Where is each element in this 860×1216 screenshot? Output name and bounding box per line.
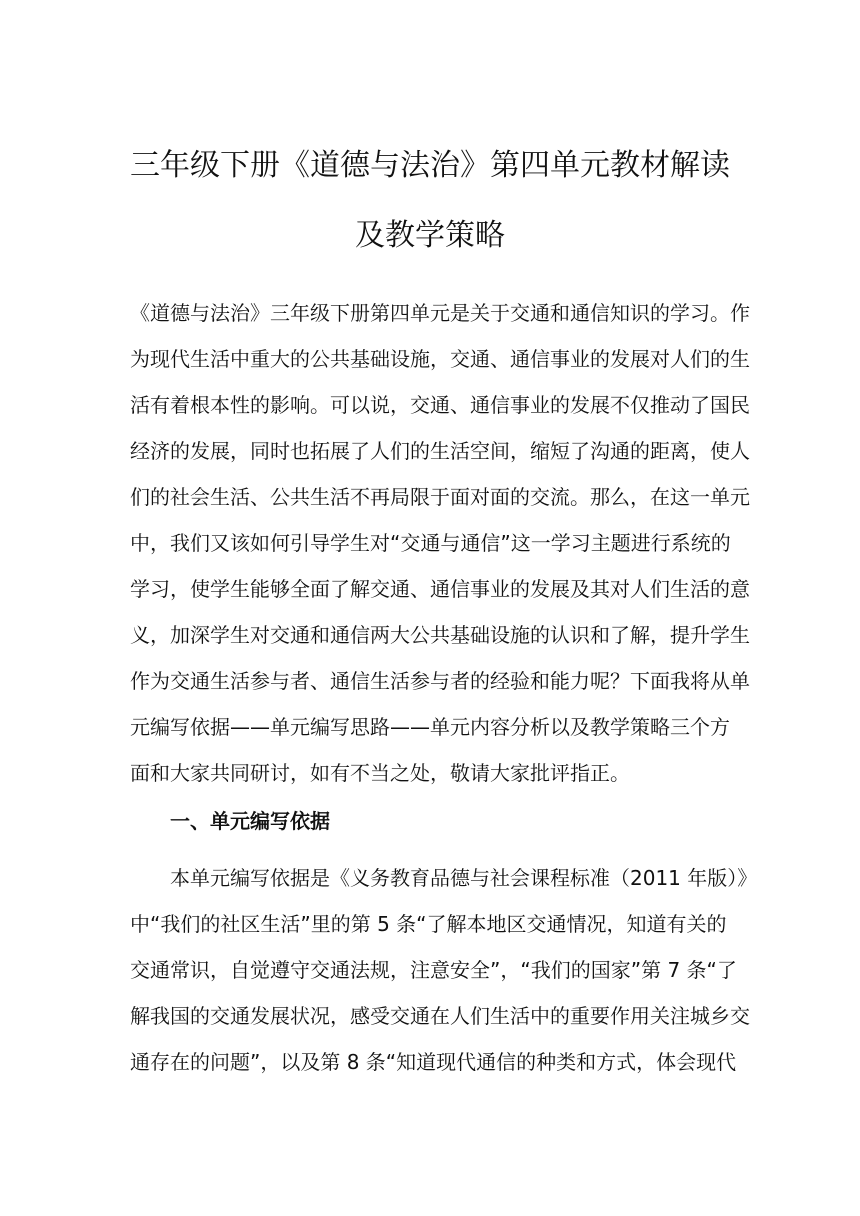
- document-title-line-2: 及教学策略: [355, 218, 505, 253]
- section-heading: 一、单元编写依据: [170, 809, 330, 833]
- intro-line: 们的社会生活、公共生活不再局限于面对面的交流。那么，在这一单元: [130, 485, 750, 509]
- section-line: 解我国的交通发展状况，感受交通在人们生活中的重要作用关注城乡交: [130, 1004, 750, 1028]
- section-line: 通存在的问题”，以及第 8 条“知道现代通信的种类和方式，体会现代: [130, 1050, 737, 1074]
- intro-line: 经济的发展，同时也拓展了人们的生活空间，缩短了沟通的距离，使人: [130, 439, 750, 463]
- intro-line: 中，我们又该如何引导学生对“交通与通信”这一学习主题进行系统的: [130, 531, 731, 555]
- section-line: 本单元编写依据是《义务教育品德与社会课程标准（2011 年版）》: [170, 866, 758, 890]
- intro-line: 义，加深学生对交通和通信两大公共基础设施的认识和了解，提升学生: [130, 623, 750, 647]
- section-line: 交通常识，自觉遵守交通法规，注意安全”，“我们的国家”第 7 条“了: [130, 958, 737, 982]
- intro-line: 活有着根本性的影响。可以说，交通、通信事业的发展不仅推动了国民: [130, 393, 750, 417]
- document-title-line-1: 三年级下册《道德与法治》第四单元教材解读: [130, 148, 730, 183]
- intro-line: 为现代生活中重大的公共基础设施，交通、通信事业的发展对人们的生: [130, 347, 750, 371]
- intro-line: 作为交通生活参与者、通信生活参与者的经验和能力呢？下面我将从单: [130, 669, 750, 693]
- intro-line: 元编写依据——单元编写思路——单元内容分析以及教学策略三个方: [130, 715, 730, 739]
- intro-line: 学习，使学生能够全面了解交通、通信事业的发展及其对人们生活的意: [130, 577, 750, 601]
- intro-line: 《道德与法治》三年级下册第四单元是关于交通和通信知识的学习。作: [130, 301, 750, 325]
- intro-line: 面和大家共同研讨，如有不当之处，敬请大家批评指正。: [130, 761, 630, 785]
- section-line: 中“我们的社区生活”里的第 5 条“了解本地区交通情况，知道有关的: [130, 912, 727, 936]
